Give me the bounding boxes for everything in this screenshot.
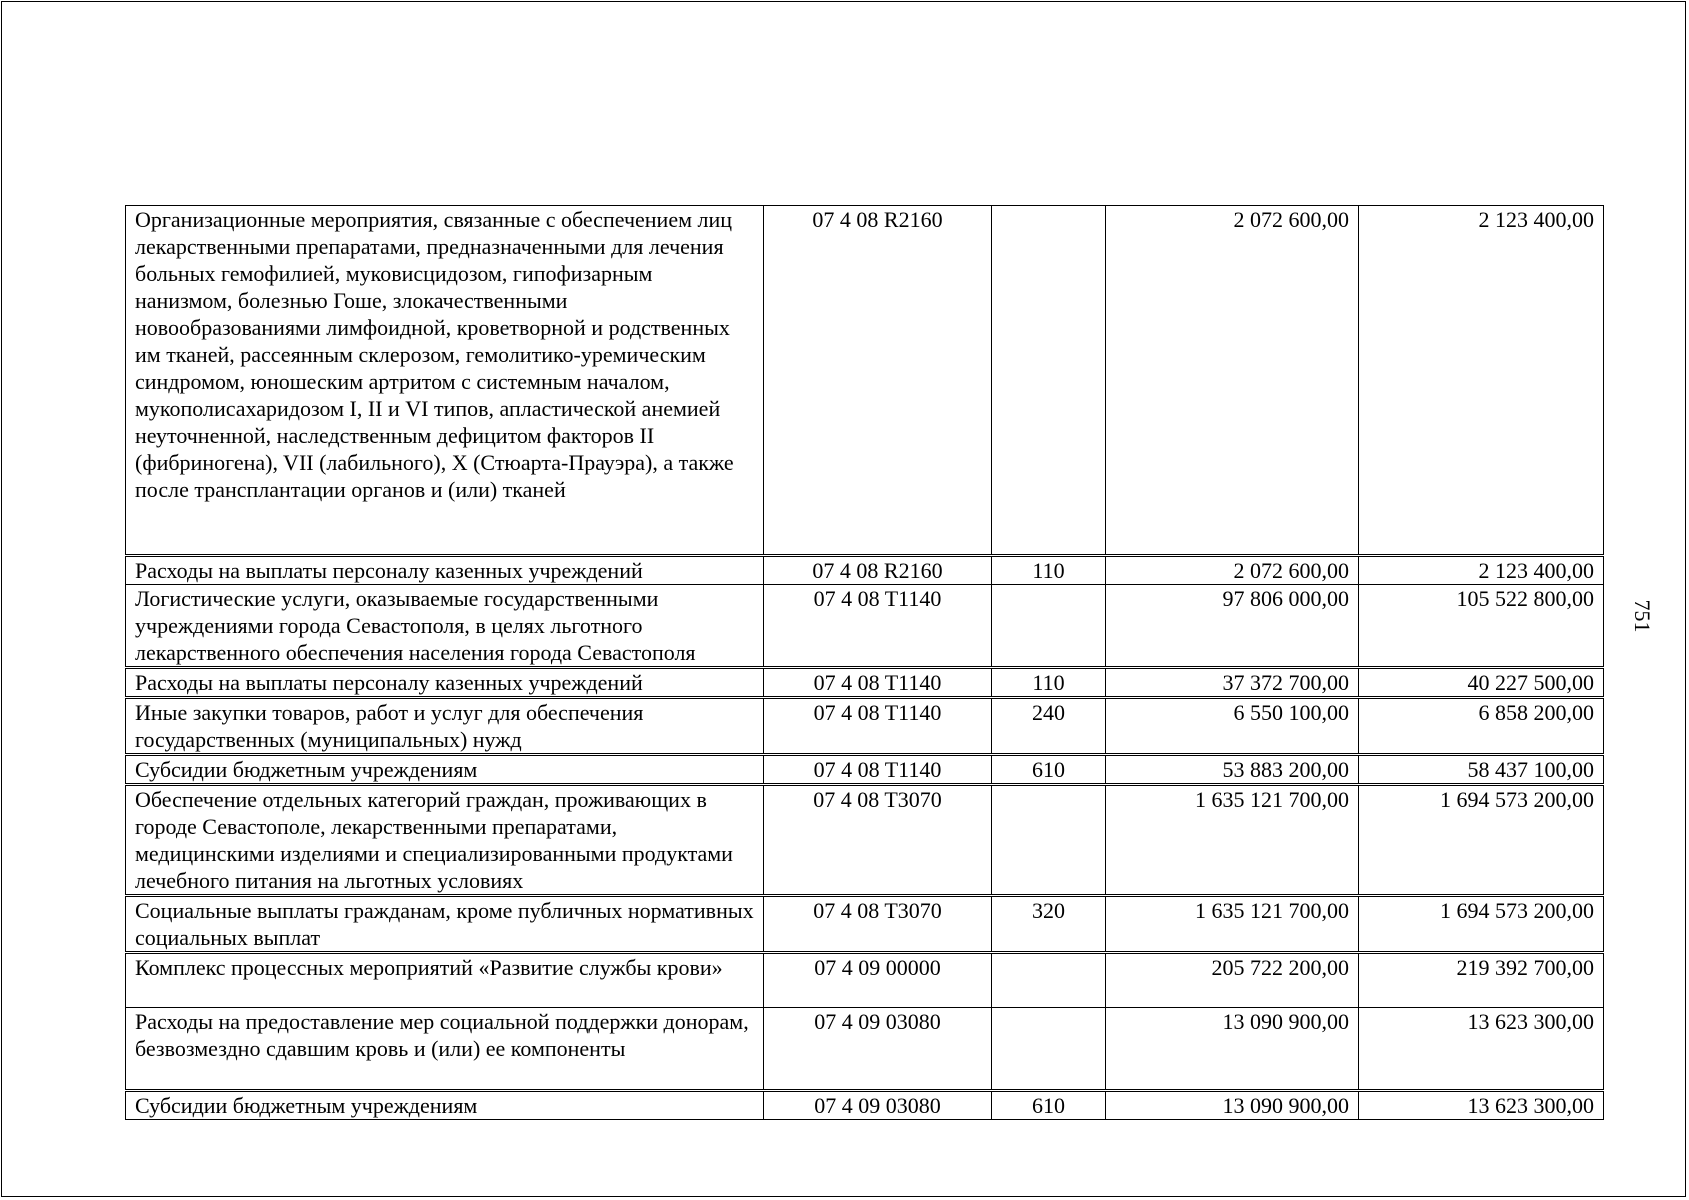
table-row [126, 206, 1604, 556]
table-row [126, 953, 1604, 1008]
row-expense-type: 610 [992, 1091, 1106, 1120]
row-name: Расходы на выплаты персоналу казенных учреждений [126, 668, 764, 698]
row-code: 07 4 08 T3070 [764, 896, 992, 953]
row-amount-1: 1 635 121 700,00 [1106, 785, 1359, 896]
row-amount-1: 53 883 200,00 [1106, 755, 1359, 785]
row-code: 07 4 08 R2160 [764, 206, 992, 556]
row-amount-2: 6 858 200,00 [1359, 698, 1604, 755]
row-amount-2: 13 623 300,00 [1359, 1091, 1604, 1120]
table-row [126, 556, 1604, 585]
row-expense-type [992, 953, 1106, 1008]
table-row [126, 668, 1604, 698]
row-amount-2: 105 522 800,00 [1359, 585, 1604, 668]
row-expense-type [992, 585, 1106, 668]
row-name: Расходы на предоставление мер социальной поддержки донорам, безвозмездно сдавшим кровь и (или) ее компоненты [126, 1008, 764, 1091]
row-amount-2: 1 694 573 200,00 [1359, 896, 1604, 953]
row-name: Обеспечение отдельных категорий граждан, проживающих в городе Севастополе, лекарственными препаратами, медицинскими изделиями и специализированными продуктами лечебного питания на льготных условиях [126, 785, 764, 896]
table-row [126, 755, 1604, 785]
budget-table [125, 205, 1604, 1120]
row-amount-2: 40 227 500,00 [1359, 668, 1604, 698]
row-amount-1: 13 090 900,00 [1106, 1091, 1359, 1120]
row-amount-1: 97 806 000,00 [1106, 585, 1359, 668]
row-expense-type: 110 [992, 556, 1106, 585]
row-expense-type [992, 785, 1106, 896]
row-code: 07 4 09 03080 [764, 1091, 992, 1120]
row-expense-type: 110 [992, 668, 1106, 698]
row-code: 07 4 08 T1140 [764, 698, 992, 755]
row-code: 07 4 08 T1140 [764, 585, 992, 668]
row-amount-1: 6 550 100,00 [1106, 698, 1359, 755]
row-expense-type: 610 [992, 755, 1106, 785]
row-amount-2: 219 392 700,00 [1359, 953, 1604, 1008]
row-amount-2: 2 123 400,00 [1359, 556, 1604, 585]
table-row [126, 1008, 1604, 1091]
page-number: 751 [1630, 599, 1655, 633]
row-expense-type [992, 1008, 1106, 1091]
row-name: Комплекс процессных мероприятий «Развитие службы крови» [126, 953, 764, 1008]
row-name: Иные закупки товаров, работ и услуг для обеспечения государственных (муниципальных) нужд [126, 698, 764, 755]
row-amount-1: 2 072 600,00 [1106, 556, 1359, 585]
row-amount-1: 2 072 600,00 [1106, 206, 1359, 556]
table-row [126, 785, 1604, 896]
row-code: 07 4 09 03080 [764, 1008, 992, 1091]
row-code: 07 4 08 T3070 [764, 785, 992, 896]
row-name: Расходы на выплаты персоналу казенных учреждений [126, 556, 764, 585]
row-amount-1: 205 722 200,00 [1106, 953, 1359, 1008]
table-row [126, 896, 1604, 953]
table-row [126, 585, 1604, 668]
table-row [126, 698, 1604, 755]
row-name: Организационные мероприятия, связанные с обеспечением лиц лекарственными препаратами, предназначенными для лечения больных гемофилией, муковисцидозом, гипофизарным нанизмом, болезнью Гоше, злокачественными новообразованиями лимфоидной, кроветворной и родственных им тканей, рассеянным склерозом, гемолитико-уремическим синдромом, юношеским артритом с системным началом, мукополисахаридозом I, II и VI типов, апластической анемией неуточненной, наследственным дефицитом факторов II (фибриногена), VII (лабильного), X (Стюарта-Прауэра), а также после трансплантации органов и (или) тканей [126, 206, 764, 556]
row-expense-type: 320 [992, 896, 1106, 953]
table-row [126, 1091, 1604, 1120]
row-expense-type: 240 [992, 698, 1106, 755]
row-amount-2: 58 437 100,00 [1359, 755, 1604, 785]
row-amount-2: 1 694 573 200,00 [1359, 785, 1604, 896]
row-amount-1: 1 635 121 700,00 [1106, 896, 1359, 953]
row-amount-2: 2 123 400,00 [1359, 206, 1604, 556]
row-expense-type [992, 206, 1106, 556]
row-name: Субсидии бюджетным учреждениям [126, 1091, 764, 1120]
row-code: 07 4 08 T1140 [764, 755, 992, 785]
row-amount-1: 37 372 700,00 [1106, 668, 1359, 698]
row-code: 07 4 08 R2160 [764, 556, 992, 585]
row-name: Логистические услуги, оказываемые государственными учреждениями города Севастополя, в целях льготного лекарственного обеспечения населения города Севастополя [126, 585, 764, 668]
row-code: 07 4 08 T1140 [764, 668, 992, 698]
row-code: 07 4 09 00000 [764, 953, 992, 1008]
row-amount-2: 13 623 300,00 [1359, 1008, 1604, 1091]
row-amount-1: 13 090 900,00 [1106, 1008, 1359, 1091]
row-name: Социальные выплаты гражданам, кроме публичных нормативных социальных выплат [126, 896, 764, 953]
row-name: Субсидии бюджетным учреждениям [126, 755, 764, 785]
